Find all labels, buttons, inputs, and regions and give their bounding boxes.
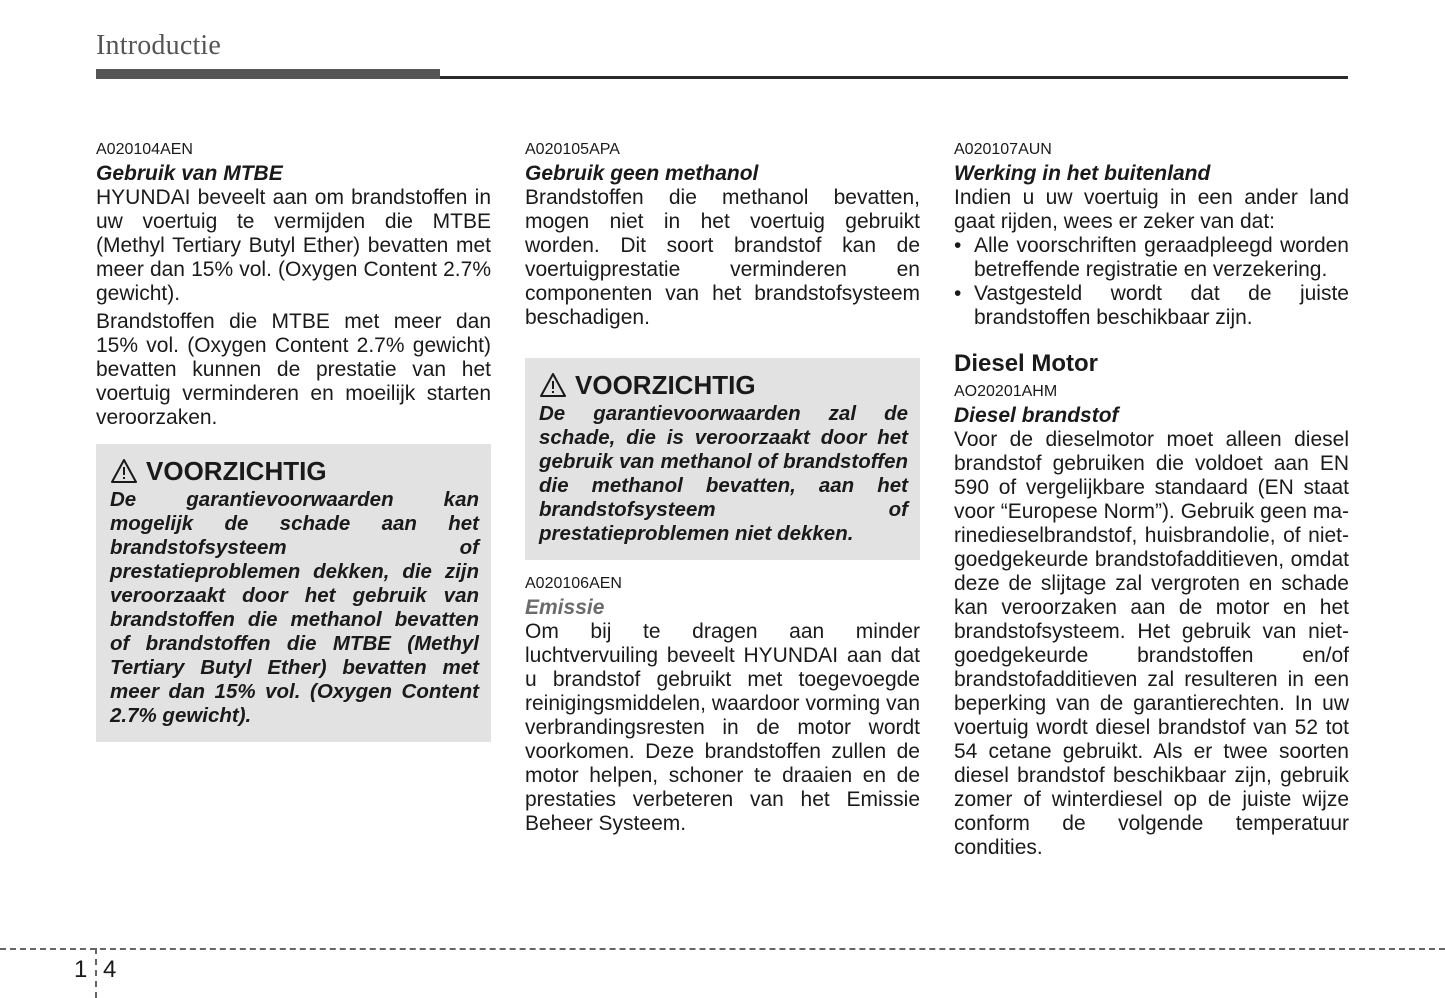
section-subtitle: Werking in het buitenland [954, 162, 1211, 185]
body-paragraph: Brandstoffen die MTBE met meer dan 15% vol. (Oxygen Content 2.7% gewicht) bevatten kunnen de prestatie van het voertuig verminderen en moeilijk starten veroorzaken. [96, 310, 491, 429]
section-subtitle: Gebruik geen methanol [525, 162, 759, 185]
caution-box [96, 444, 491, 742]
page-number: 4 [103, 956, 117, 983]
section-subtitle: Emissie [525, 596, 605, 619]
column-2 [525, 140, 920, 836]
list-item: • Vastgesteld wordt dat de juiste brandstoffen beschikbaar zijn. [954, 282, 1349, 330]
header-rule-thin [440, 76, 1348, 79]
header-rule-thick [96, 69, 440, 79]
section-code: A020105APA [525, 141, 620, 158]
page-section-number: 1 [74, 956, 88, 983]
body-paragraph: Om bij te dragen aan minder luchtvervuiling beveelt HYUNDAI aan dat u brandstof gebruikt met toegevoegde reinigingsmiddelen, waardoor vorming van verbrandingsresten in de motor wordt voorkomen. Deze brandstoffen zullen de motor helpen, schoner te draaien en de prestaties verbeteren van het Emissie Beheer Systeem. [525, 620, 920, 835]
warning-triangle-icon [110, 458, 138, 484]
body-paragraph: Voor de dieselmotor moet alleen diesel brandstof gebruiken die voldoet aan EN 590 of vergelijkbare standaard (EN staat voor “Europese Norm”). Gebruik geen ma-rinedieselbrandstof, huisbrandolie, of niet-goedgekeurde brandstofadditieven, omdat deze de slijtage zal vergroten en schade kan veroorzaken aan de motor en het brandstofsysteem. Het gebruik van niet-goedgekeurde brandstoffen en/of brandstofadditieven zal resulteren in een beperking van de garantierechten. In uw voertuig wordt diesel brandstof van 52 tot 54 cetane gebruikt. Als er twee soorten diesel brandstof beschikbaar zijn, gebruik zomer of winterdiesel op de juiste wijze conform de volgende temperatuur condities. [954, 428, 1349, 859]
caution-title: VOORZICHTIG [575, 370, 756, 400]
body-paragraph: HYUNDAI beveelt aan om brandstoffen in uw voertuig te vermijden die MTBE (Methyl Tertiary Butyl Ether) bevatten met meer dan 15% vol. (Oxygen Content 2.7% gewicht). [96, 186, 491, 305]
bullet-list [954, 234, 1349, 330]
caution-box [525, 358, 920, 560]
body-paragraph: Brandstoffen die methanol bevatten, mogen niet in het voertuig gebruikt worden. Dit soort brandstof kan de voertuigprestatie verminderen en componenten van het brandstofsysteem beschadigen. [525, 186, 920, 329]
caution-title: VOORZICHTIG [146, 456, 327, 486]
list-item: • Alle voorschriften geraadpleegd worden betreffende registratie en verzekering. [954, 234, 1349, 282]
section-subtitle: Gebruik van MTBE [96, 162, 283, 185]
section-code: AO20201AHM [954, 383, 1058, 400]
footer-separator [95, 948, 97, 998]
section-subtitle: Diesel brandstof [954, 404, 1119, 427]
caution-text: De garantievoorwaarden kan mogelijk de schade aan het brandstofsysteem of prestatieproblemen dekken, die zijn veroorzaakt door het gebruik van brandstoffen die methanol bevatten of brandstoffen die MTBE (Methyl Tertiary Butyl Ether) bevatten met meer dan 15% vol. (Oxygen Content 2.7% gewicht). [110, 488, 479, 727]
section-code: A020106AEN [525, 575, 622, 592]
column-3 [954, 140, 1349, 860]
footer-divider [0, 948, 1445, 950]
column-1 [96, 140, 491, 742]
body-paragraph: Indien u uw voertuig in een ander land gaat rijden, wees er zeker van dat: [954, 186, 1349, 233]
section-code: A020107AUN [954, 141, 1052, 158]
caution-text: De garantievoorwaarden zal de schade, die is veroorzaakt door het gebruik van methanol of brandstoffen die methanol bevatten, aan het brandstofsysteem of prestatieproblemen niet dekken. [539, 402, 908, 545]
section-heading: Diesel Motor [954, 350, 1099, 377]
page-title: Introductie [96, 30, 222, 61]
warning-triangle-icon [539, 372, 567, 398]
section-code: A020104AEN [96, 141, 193, 158]
